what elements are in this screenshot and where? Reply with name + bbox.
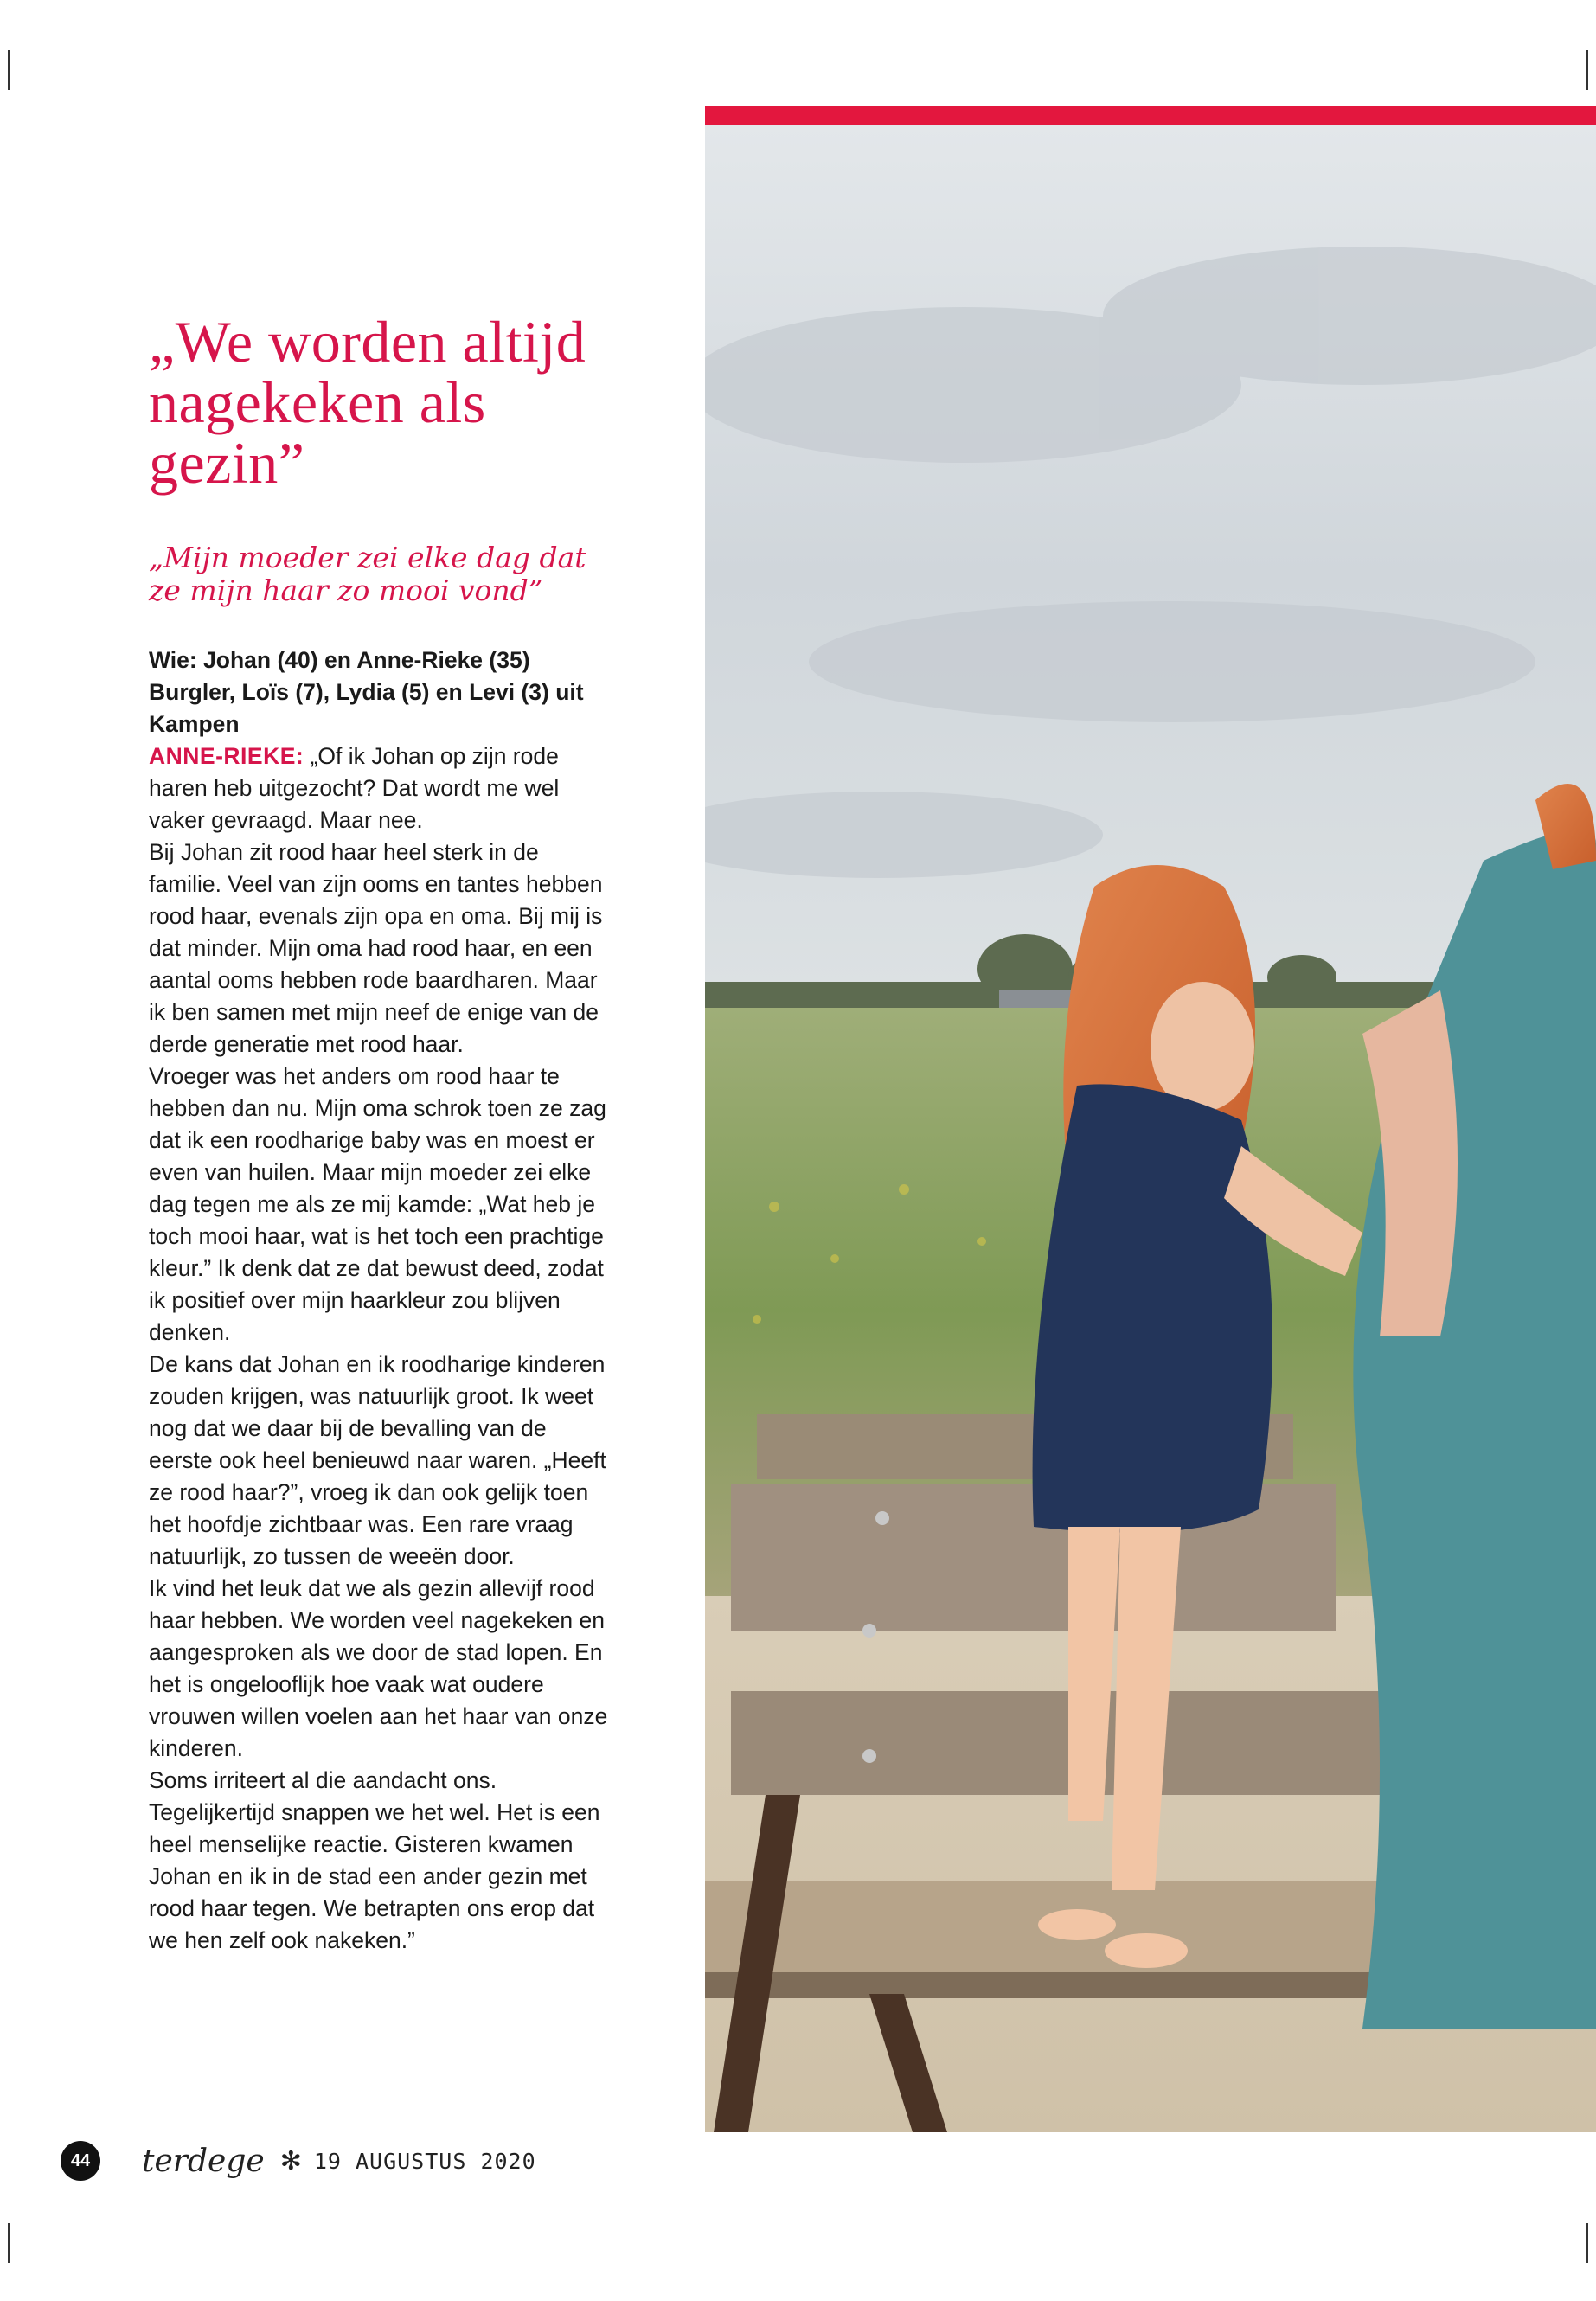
magazine-logo: terdege (142, 2143, 265, 2179)
paragraph-6: Soms irriteert al die aandacht ons. Tegelijkertijd snappen we het wel. Het is een heel menselijke reactie. Gisteren kwamen Johan en ik in de stad een ander gezin met rood haar tegen. We betrapten ons erop dat we hen zelf ook nakeken.” (149, 1767, 600, 1953)
issue-date: 19 AUGUSTUS 2020 (313, 2148, 536, 2174)
speaker-label: ANNE-RIEKE: (149, 743, 304, 769)
article-body (149, 740, 616, 1957)
crop-mark-top-right (1586, 50, 1588, 90)
red-accent-bar (705, 106, 1596, 125)
family-photo (705, 125, 1596, 2132)
paragraph-3: Vroeger was het anders om rood haar te hebben dan nu. Mijn oma schrok toen ze zag dat ik een roodharige baby was en moest er even van huilen. Maar mijn moeder zei elke dag tegen me als ze mij kamde: „Wat heb je toch mooi haar, wat is het toch een prachtige kleur.” Ik denk dat ze dat bewust deed, zodat ik positief over mijn haarkleur zou blijven denken. (149, 1063, 606, 1345)
page-footer (61, 2141, 536, 2181)
paragraph-1-text: „Of ik Johan op zijn rode haren heb uitgezocht? Dat wordt me wel vaker gevraagd. Maar nee. (149, 743, 560, 833)
photo-illustration (705, 125, 1596, 2132)
paragraph-2: Bij Johan zit rood haar heel sterk in de familie. Veel van zijn ooms en tantes hebben rood haar, evenals zijn opa en oma. Bij mij is dat minder. Mijn oma had rood haar, en een aantal ooms hebben rode baardharen. Maar ik ben samen met mijn neef de enige van de derde generatie met rood haar. (149, 839, 603, 1057)
crop-mark-bottom-left (8, 2223, 10, 2263)
separator-star-icon: ✻ (279, 2146, 302, 2176)
paragraph-1 (149, 740, 616, 836)
article-column (149, 311, 616, 1957)
crop-mark-top-left (8, 50, 10, 90)
headline: „We worden altijd nagekeken als gezin” (149, 309, 586, 496)
intro-who: Wie: Johan (40) en Anne-Rieke (35) Burgler, Loïs (7), Lydia (5) en Levi (3) uit Kampen (149, 647, 584, 737)
page-number: 44 (61, 2141, 100, 2181)
handwritten-subquote: „Mijn moeder zei elke dag dat ze mijn haar zo mooi vond” (149, 541, 586, 607)
paragraph-5: Ik vind het leuk dat we als gezin allevijf rood haar hebben. We worden veel nagekeken en aangesproken als we door de stad lopen. En het is ongelooflijk hoe vaak wat oudere vrouwen willen voelen aan het haar van onze kinderen. (149, 1575, 608, 1761)
crop-mark-bottom-right (1586, 2223, 1588, 2263)
paragraph-4: De kans dat Johan en ik roodharige kinderen zouden krijgen, was natuurlijk groot. Ik weet nog dat we daar bij de bevalling van de eerste ook heel benieuwd naar waren. „Heeft ze rood haar?”, vroeg ik dan ook gelijk toen het hoofdje zichtbaar was. Een rare vraag natuurlijk, zo tussen de weeën door. (149, 1351, 606, 1569)
